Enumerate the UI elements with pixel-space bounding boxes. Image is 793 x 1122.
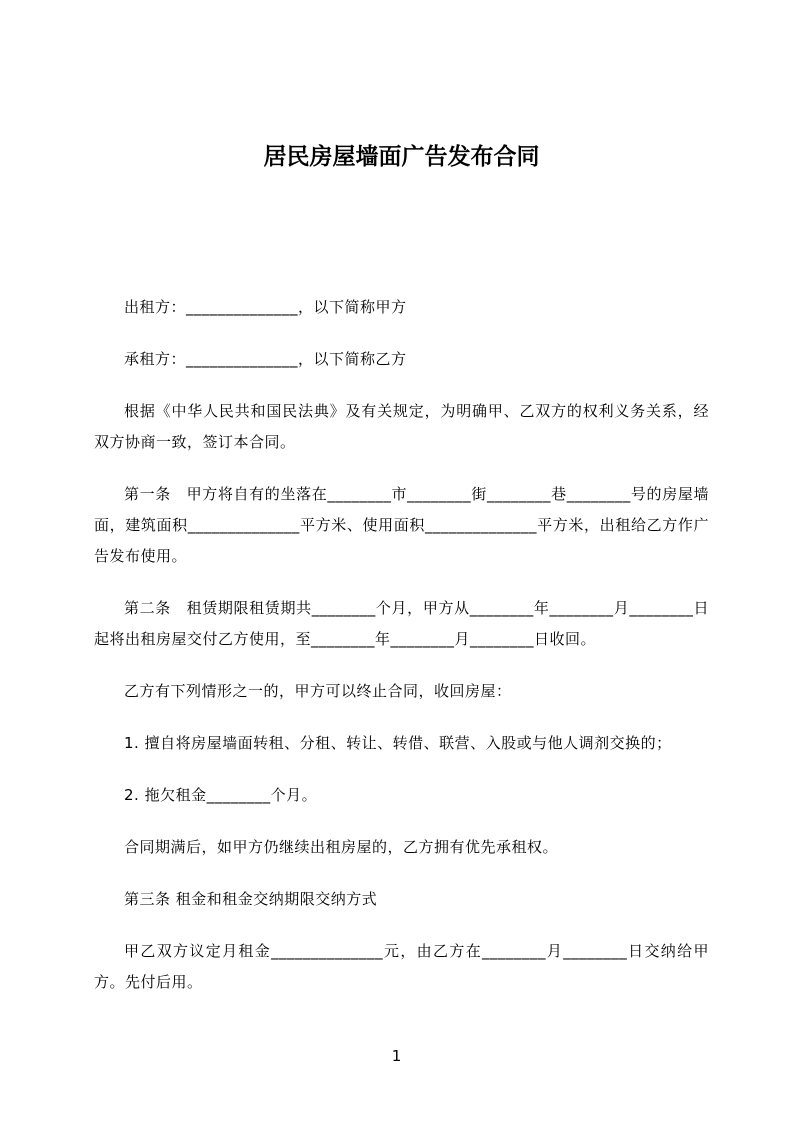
paragraph-lessee: 承租方：______________，以下简称乙方: [124, 350, 407, 368]
page-number: 1: [391, 1047, 402, 1065]
paragraph-article-3-body: 甲乙双方议定月租金______________元，由乙方在________月________日交纳给甲方。先付后用。: [94, 942, 709, 991]
paragraph-article-1: 第一条 甲方将自有的坐落在________市________街________巷________号的房屋墙面，建筑面积______________平方米、使用面积______________平方米，出租给乙方作广告发布使用。: [94, 485, 709, 565]
document-title: 居民房屋墙面广告发布合同: [263, 144, 540, 170]
paragraph-article-2: 第二条 租赁期限租赁期共________个月，甲方从________年________月________日起将出租房屋交付乙方使用，至________年________月________日收回。: [94, 599, 709, 648]
paragraph-preamble: 根据《中华人民共和国民法典》及有关规定，为明确甲、乙双方的权利义务关系，经双方协商一致，签订本合同。: [94, 402, 709, 451]
paragraph-lessor: 出租方：______________，以下简称甲方: [124, 298, 407, 316]
paragraph-article-3-heading: 第三条 租金和租金交纳期限交纳方式: [124, 890, 378, 908]
paragraph-renewal-priority: 合同期满后，如甲方仍继续出租房屋的，乙方拥有优先承租权。: [124, 838, 559, 856]
paragraph-termination-item-1: 1. 擅自将房屋墙面转租、分租、转让、转借、联营、入股或与他人调剂交换的；: [124, 734, 672, 752]
paragraph-termination-item-2: 2. 拖欠租金________个月。: [124, 786, 318, 804]
paragraph-termination-intro: 乙方有下列情形之一的，甲方可以终止合同，收回房屋：: [124, 682, 512, 700]
